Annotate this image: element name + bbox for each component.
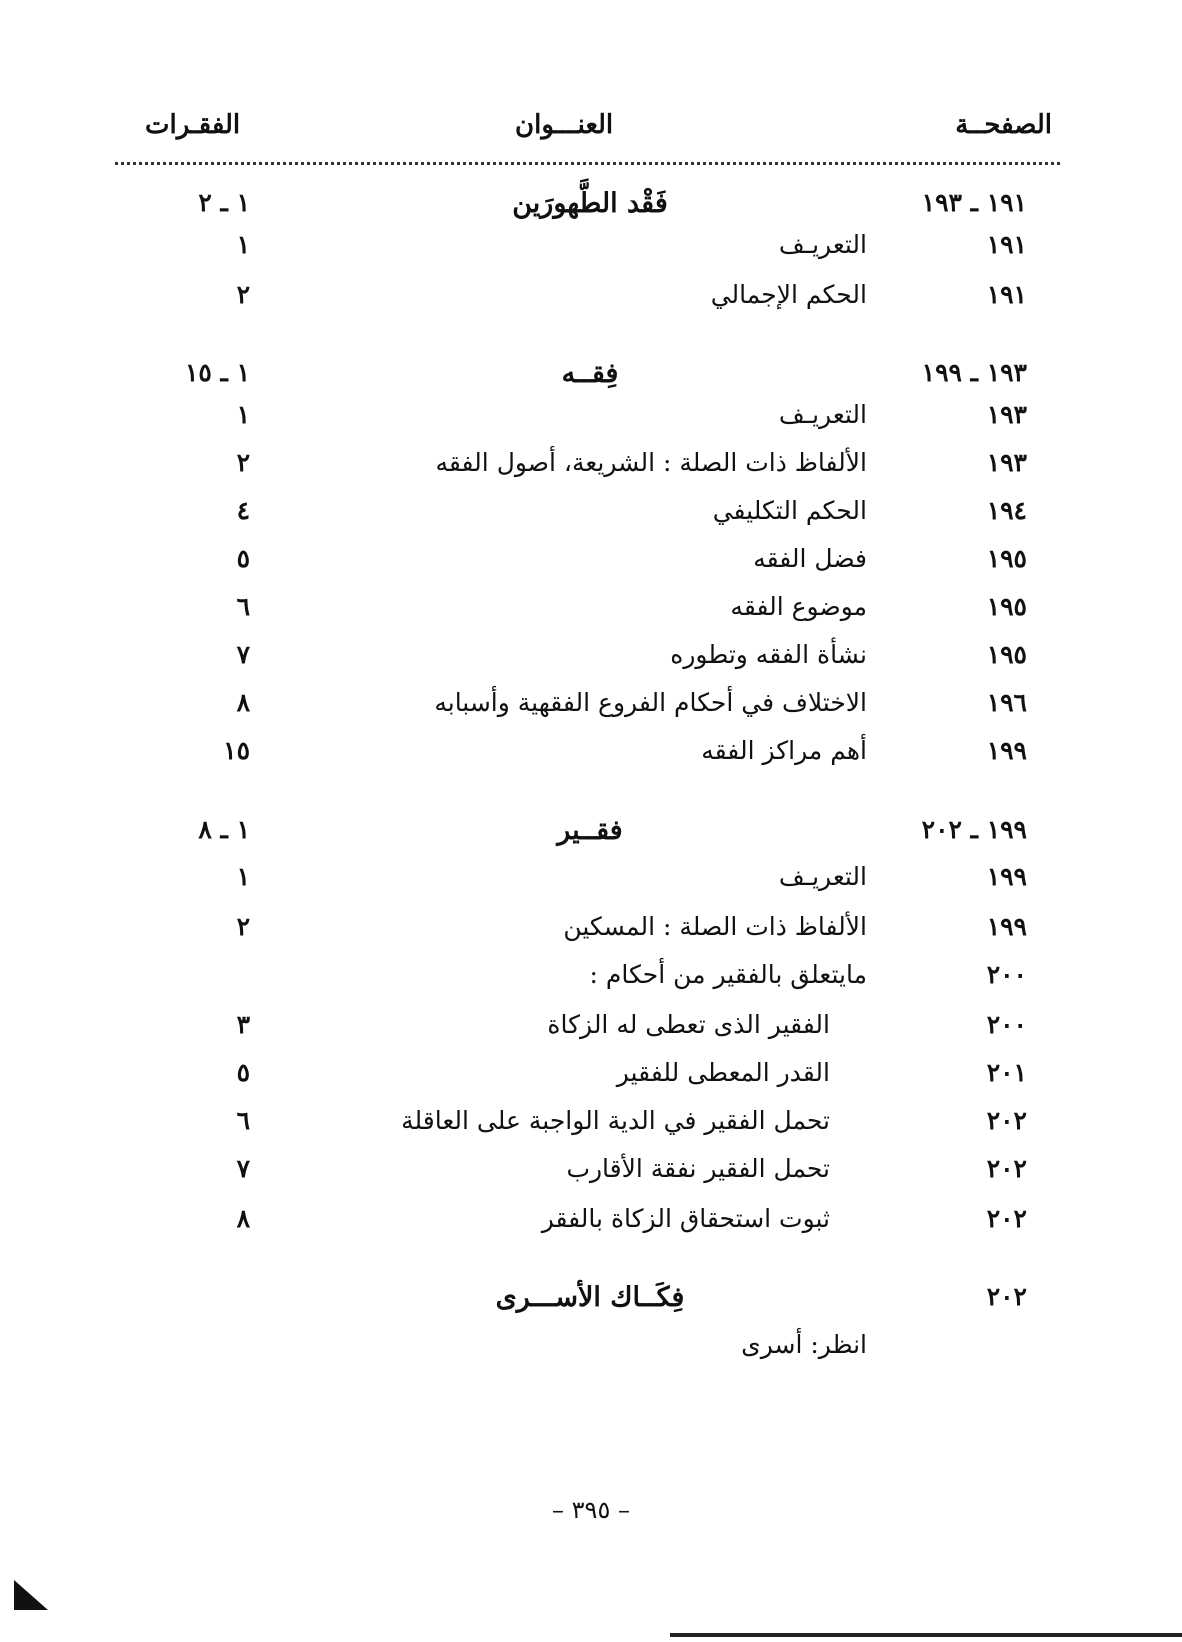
entry-paragraphs: ١ — [236, 230, 250, 259]
entry-paragraphs: ٢ — [236, 912, 250, 941]
entry-pages: ٢٠٢ — [986, 1154, 1027, 1183]
entry-pages: ١٩٣ — [986, 448, 1027, 477]
entry-paragraphs: ٢ — [236, 280, 250, 309]
header-paragraphs-label: الفقـرات — [145, 110, 241, 140]
entry-paragraphs: ١ — [236, 862, 250, 891]
entry-paragraphs: ٣ — [236, 1010, 250, 1039]
entry-title: التعريـف — [778, 400, 867, 429]
entry-paragraphs: ٢ — [236, 448, 250, 477]
entry-paragraphs: ٥ — [236, 544, 250, 573]
entry-paragraphs: ٧ — [236, 640, 250, 669]
entry-heading: فِقــه — [561, 358, 619, 389]
entry-title: التعريـف — [778, 230, 867, 259]
corner-triangle-icon — [14, 1580, 48, 1610]
header-page-label: الصفحــة — [955, 110, 1052, 140]
entry-pages: ١٩٥ — [986, 592, 1027, 621]
entry-pages: ٢٠٠ — [986, 1010, 1027, 1039]
entry-title: الاختلاف في أحكام الفروع الفقهية وأسبابه — [434, 688, 867, 717]
entry-paragraphs: ٥ — [236, 1058, 250, 1087]
entry-title: ثبوت استحقاق الزكاة بالفقر — [541, 1204, 830, 1233]
entry-title: انظر: أسرى — [741, 1330, 867, 1359]
entry-pages: ١٩٤ — [986, 496, 1027, 525]
entry-title: تحمل الفقير نفقة الأقارب — [566, 1154, 830, 1183]
entry-pages: ١٩٣ — [986, 400, 1027, 429]
entry-title: مايتعلق بالفقير من أحكام : — [589, 960, 867, 989]
entry-pages: ٢٠١ — [986, 1058, 1027, 1087]
entry-pages: ١٩١ — [986, 280, 1027, 309]
header-title-label: العنـــوان — [515, 110, 614, 140]
entry-title: أهم مراكز الفقه — [701, 736, 867, 765]
entry-pages: ١٩٩ — [986, 862, 1027, 891]
entry-title: الألفاظ ذات الصلة : المسكين — [563, 912, 867, 941]
entry-heading: فَقْد الطَّهورَين — [512, 188, 668, 219]
entry-title: موضوع الفقه — [730, 592, 867, 621]
entry-title: الألفاظ ذات الصلة : الشريعة، أصول الفقه — [435, 448, 867, 477]
entry-pages: ١٩٩ — [986, 736, 1027, 765]
entry-heading: فقــير — [557, 815, 623, 846]
entry-paragraphs: ١ — [236, 400, 250, 429]
entry-heading: فِكَــاك الأســـرى — [495, 1282, 685, 1313]
entry-paragraphs: ٤ — [236, 496, 250, 525]
bottom-edge-line — [670, 1633, 1182, 1637]
entry-paragraphs: ١ ـ ٨ — [198, 815, 250, 844]
entry-title: الحكم التكليفي — [712, 496, 867, 525]
entry-title: نشأة الفقه وتطوره — [670, 640, 867, 669]
entry-title: التعريـف — [778, 862, 867, 891]
entry-pages: ١٩١ — [986, 230, 1027, 259]
entry-pages: ٢٠٠ — [986, 960, 1027, 989]
entry-pages: ١٩٦ — [986, 688, 1027, 717]
entry-pages: ١٩٩ — [986, 912, 1027, 941]
entry-title: الحكم الإجمالي — [710, 280, 867, 309]
page-number: – ٣٩٥ – — [552, 1496, 630, 1524]
entry-pages: ١٩٥ — [986, 640, 1027, 669]
entry-pages: ١٩٣ ـ ١٩٩ — [921, 358, 1027, 387]
entry-paragraphs: ٨ — [236, 688, 250, 717]
entry-title: فضل الفقه — [753, 544, 867, 573]
entry-paragraphs: ١ ـ ١٥ — [184, 358, 250, 387]
header-divider — [115, 162, 1060, 165]
entry-pages: ١٩٥ — [986, 544, 1027, 573]
entry-paragraphs: ٨ — [236, 1204, 250, 1233]
entry-pages: ٢٠٢ — [986, 1282, 1027, 1311]
entry-paragraphs: ٧ — [236, 1154, 250, 1183]
entry-pages: ٢٠٢ — [986, 1106, 1027, 1135]
entry-title: تحمل الفقير في الدية الواجبة على العاقلة — [401, 1106, 830, 1135]
entry-paragraphs: ١ ـ ٢ — [198, 188, 250, 217]
entry-title: القدر المعطى للفقير — [616, 1058, 830, 1087]
entry-pages: ١٩١ ـ ١٩٣ — [921, 188, 1027, 217]
entry-pages: ١٩٩ ـ ٢٠٢ — [921, 815, 1027, 844]
entry-title: الفقير الذى تعطى له الزكاة — [547, 1010, 830, 1039]
entry-pages: ٢٠٢ — [986, 1204, 1027, 1233]
entry-paragraphs: ٦ — [236, 1106, 250, 1135]
entry-paragraphs: ٦ — [236, 592, 250, 621]
entry-paragraphs: ١٥ — [223, 736, 250, 765]
